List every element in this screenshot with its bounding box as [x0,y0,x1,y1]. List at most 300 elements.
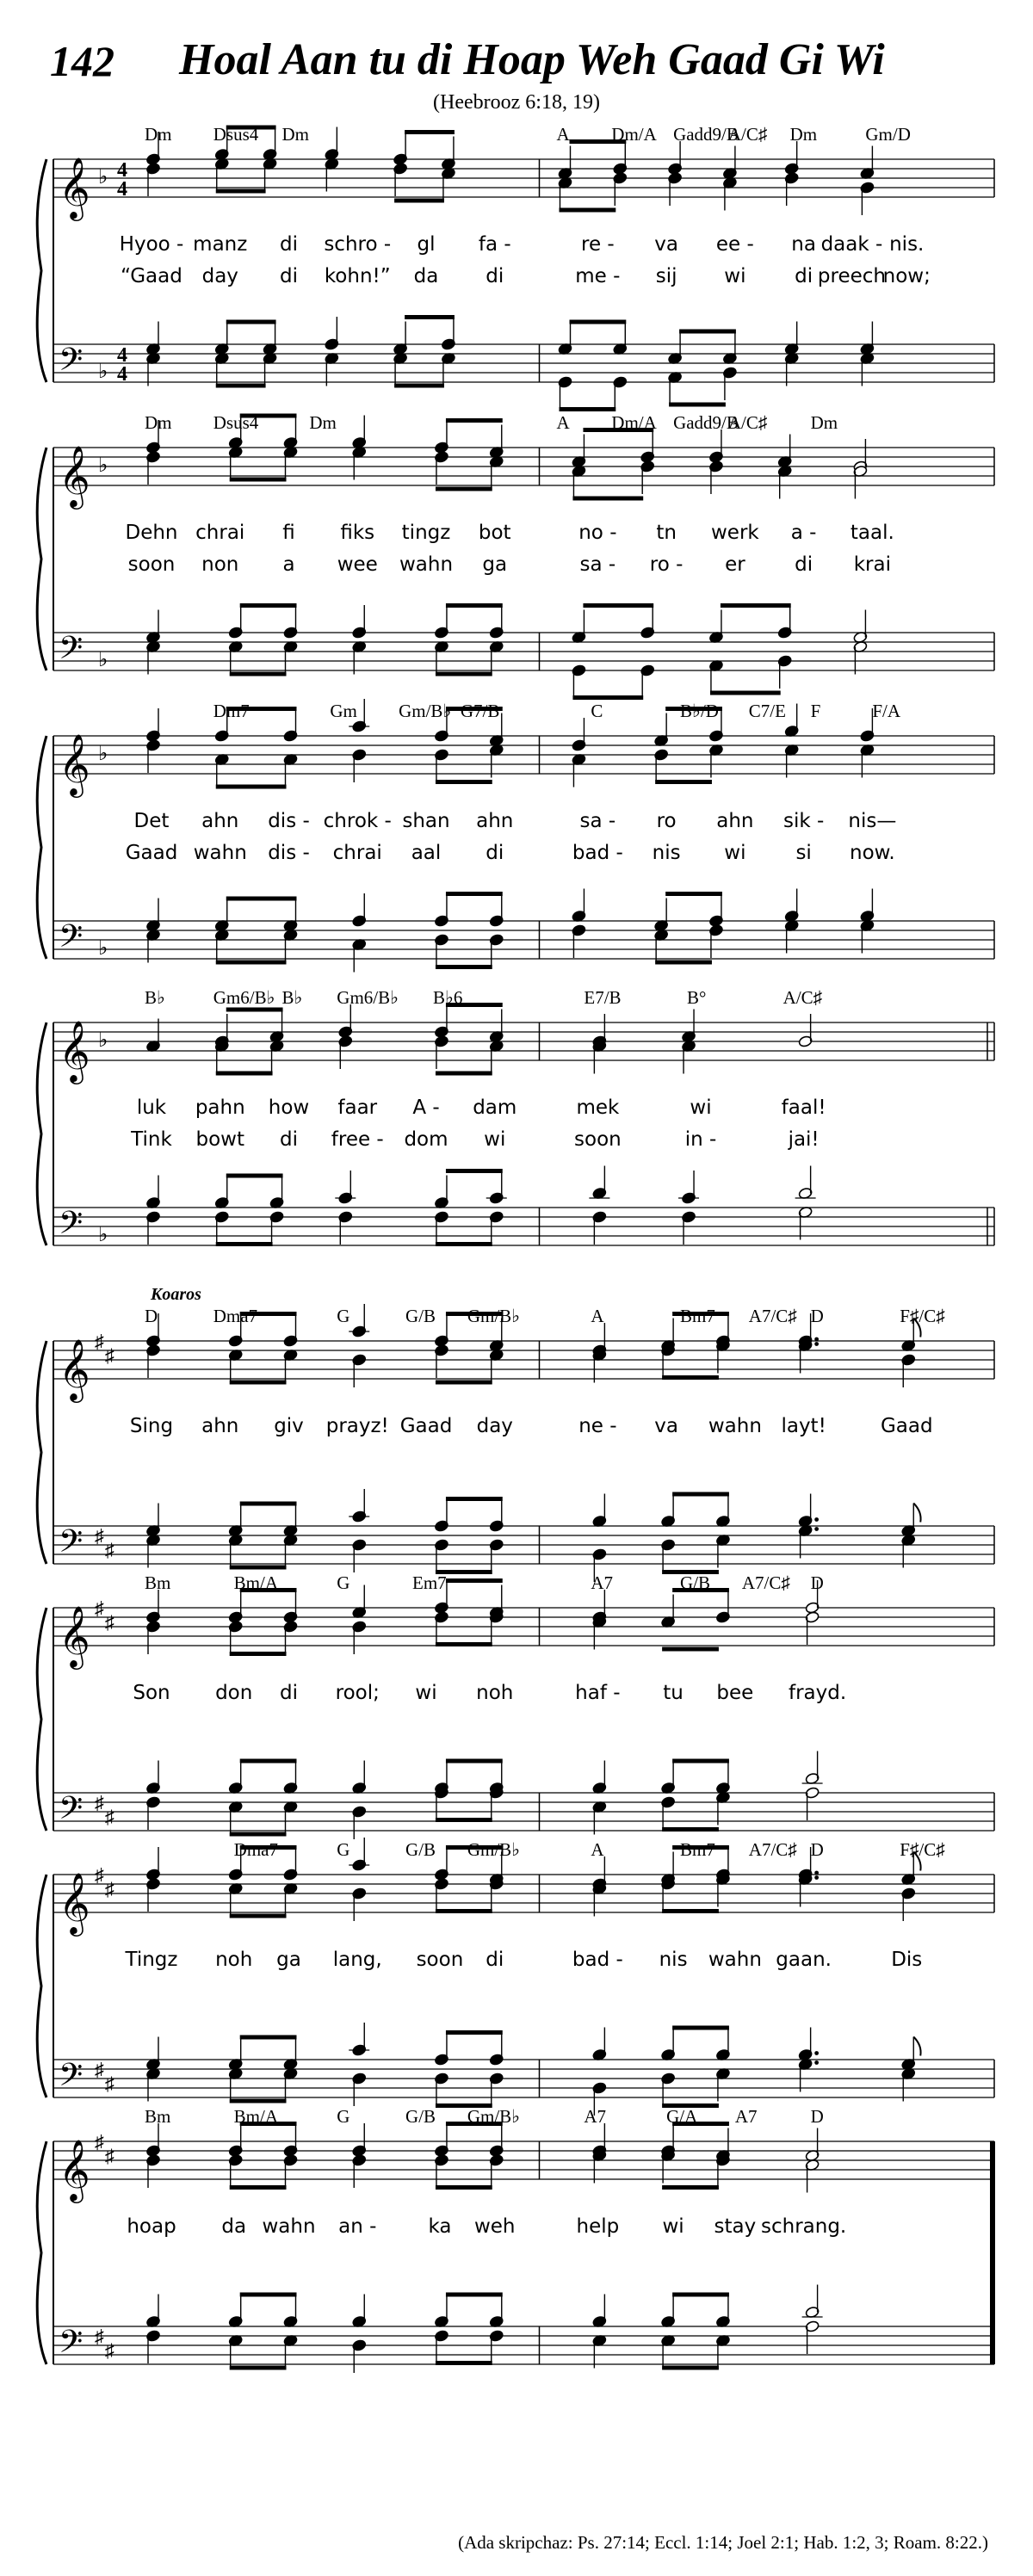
chord-symbol: Gm/B♭ [467,2106,521,2127]
chord-symbol: Dm [281,124,309,145]
lyric-syllable: help [576,2215,620,2238]
chord-symbol: Gm6/B♭ [213,987,275,1008]
flat-key-signature-icon: ♭ [98,166,108,188]
chord-symbol: Bm [145,2106,171,2127]
treble-clef-icon: 𝄞 [59,1341,90,1399]
lyric-syllable: sa - [579,810,616,832]
sharp-key-signature-icon: ♯ [105,1806,114,1828]
bass-beam [230,2099,287,2103]
lyric-syllable: no - [578,522,617,544]
bass-clef-icon: 𝄢 [59,919,84,961]
lyric-syllable: non [201,553,239,576]
chord-symbol: C7/E [748,701,786,721]
bass-beam [662,1827,719,1832]
chord-symbol: Dma7 [213,1306,258,1326]
lyric-syllable: fiks [340,522,375,544]
lyric-syllable: how [268,1096,310,1119]
treble-beam [436,487,492,491]
chord-symbol: B♭ [281,987,303,1008]
chord-symbol: Bm/A [233,1572,279,1593]
lyric-syllable: ahn [716,810,754,832]
flat-key-signature-icon: ♭ [98,1224,108,1246]
time-signature: 4 [117,363,127,386]
sharp-key-signature-icon: ♯ [95,1864,104,1886]
lyric-syllable: ee - [715,233,754,256]
chord-symbol: Bm7 [680,1839,715,1860]
lyric-syllable: wahn [399,553,454,576]
chord-symbol: Gm [330,701,357,721]
lyric-syllable: di [486,842,504,864]
lyric-syllable: va [654,1415,678,1437]
chord-symbol: Dm [789,124,818,145]
treble-beam [216,1072,273,1076]
time-signature: 4 [117,178,127,201]
hymn-scripture: (Heebrooz 6:18, 19) [433,91,600,114]
system-brace [37,1608,46,1831]
lyric-syllable: sik - [782,810,825,832]
sharp-key-signature-icon: ♯ [105,1344,114,1367]
bass-beam [721,603,791,608]
lyric-syllable: fa - [478,233,511,256]
treble-beam [446,418,503,423]
lyric-syllable: Sing [129,1415,174,1437]
chord-symbol: Gm/B♭ [467,1306,521,1326]
chord-symbol: Dm/A [611,412,657,433]
sharp-key-signature-icon: ♯ [105,1611,114,1634]
treble-beam [446,1578,503,1583]
lyric-syllable: aal [411,842,442,864]
treble-beam [230,1914,287,1918]
bass-beam [679,330,736,334]
flat-key-signature-icon: ♭ [98,361,108,383]
lyric-syllable: noh [215,1949,253,1971]
lyric-syllable: wi [724,265,746,287]
augmentation-dot [814,2051,819,2055]
time-signature: 4 [117,344,127,367]
lyric-syllable: di [795,265,813,287]
bass-beam [230,1566,287,1570]
lyric-syllable: Dis [891,1949,923,1971]
augmentation-dot [814,1342,819,1346]
lyric-syllable: sij [655,265,677,287]
chord-symbol: G/B [405,1306,436,1326]
chord-symbol: Gadd9/B [673,124,739,145]
lyric-syllable: wi [484,1128,506,1151]
treble-beam [662,1909,719,1913]
lyric-syllable: me - [575,265,621,287]
final-barline [990,2141,995,2364]
chord-symbol: Dm [145,124,172,145]
lyric-syllable: weh [473,2215,516,2238]
time-signature: 4 [117,159,127,182]
lyric-syllable: wi [724,842,746,864]
lyric-syllable: kohn!” [324,265,391,287]
lyric-syllable: di [280,1128,298,1151]
sharp-key-signature-icon: ♯ [95,2131,104,2153]
lyric-syllable: A - [412,1096,440,1119]
bass-clef-icon: 𝄢 [59,1206,84,1248]
sharp-key-signature-icon: ♯ [105,2339,114,2362]
augmentation-dot [814,2060,819,2065]
chord-symbol: G/B [680,1572,711,1593]
bass-beam [710,691,781,695]
lyric-syllable: layt! [781,1415,826,1437]
bass-beam [570,320,627,324]
bass-beam [230,1832,287,1837]
lyric-syllable: a - [790,522,817,544]
treble-clef-icon: 𝄞 [59,736,90,794]
lyric-syllable: schrang. [761,2215,847,2238]
lyric-syllable: soon [416,1949,464,1971]
eighth-flag [913,2037,920,2056]
bass-beam [216,384,266,388]
lyric-syllable: tu [663,1682,684,1704]
music-system [37,1578,994,1839]
chord-symbol: Dma7 [233,1839,279,1860]
lyric-syllable: don [215,1682,253,1704]
flat-key-signature-icon: ♭ [98,454,108,477]
lyric-syllable: wi [415,1682,437,1704]
bass-beam [446,1169,503,1173]
lyric-syllable: lang, [332,1949,382,1971]
lyric-syllable: “Gaad [121,265,182,287]
treble-beam [230,2185,287,2190]
lyric-syllable: Gaad [125,842,178,864]
lyric-syllable: wahn [708,1949,762,1971]
chord-symbol: Gm/D [865,124,911,145]
hymn-number: 142 [50,37,114,85]
chord-symbol: A7/C♯ [741,1572,790,1593]
bass-beam [672,2293,729,2297]
lyric-syllable: nis. [889,233,925,256]
music-system [37,699,994,973]
treble-beam [560,208,616,213]
treble-beam [216,189,266,194]
bass-beam [446,1497,503,1501]
lyric-syllable: wi [690,1096,712,1119]
lyric-syllable: dis - [268,810,310,832]
lyric-syllable: ahn [201,810,239,832]
system-brace [37,159,46,382]
chord-symbol: E7/B [584,987,622,1008]
bass-beam [436,965,492,969]
lyric-syllable: manz [193,233,248,256]
chord-symbol: D [810,1572,824,1593]
lyric-syllable: re - [581,233,615,256]
chord-symbol: B° [687,987,707,1008]
treble-beam [436,1072,492,1076]
chord-symbol: G/A [666,2106,698,2127]
sharp-key-signature-icon: ♯ [95,2059,104,2080]
bass-beam [672,1492,729,1497]
lyric-syllable: gl [417,233,436,256]
lyric-syllable: dam [473,1096,517,1119]
lyric-syllable: now. [850,842,895,864]
chord-symbol: F [810,701,821,721]
bass-beam [446,1759,503,1764]
chord-symbol: G7/B [460,701,500,721]
sharp-key-signature-icon: ♯ [95,1331,104,1352]
chord-symbol: A7 [591,1572,614,1593]
chord-symbol: G/B [405,1839,436,1860]
lyric-syllable: ga [482,553,508,576]
bass-beam [226,897,297,901]
sharp-key-signature-icon: ♯ [105,1878,114,1900]
lyric-syllable: si [795,842,812,864]
bass-beam [240,1502,297,1506]
treble-beam [405,130,455,134]
lyric-syllable: werk [711,522,759,544]
bass-beam [436,2361,492,2365]
bass-beam [672,2026,729,2030]
treble-beam [655,780,712,784]
lyric-syllable: Det [133,810,170,832]
lyric-syllable: ro - [649,553,684,576]
bass-clef-icon: 𝄢 [59,1791,84,1833]
lyric-syllable: stay [714,2215,757,2238]
treble-clef-icon: 𝄞 [59,1875,90,1933]
bass-beam [572,695,643,700]
treble-beam [216,785,287,789]
lyric-syllable: ga [276,1949,301,1971]
bass-beam [560,407,616,411]
lyric-syllable: jai! [788,1128,820,1151]
lyric-syllable: di [486,1949,504,1971]
lyric-syllable: daak - [820,233,883,256]
sharp-key-signature-icon: ♯ [95,1597,104,1619]
bass-clef-icon: 𝄢 [59,2325,84,2367]
treble-beam [230,478,287,482]
lyric-syllable: dom [404,1128,448,1151]
music-system [37,2122,995,2373]
music-system [37,1304,994,1582]
chord-symbol: Dm [145,412,172,433]
chord-symbol: Dm [810,412,838,433]
chord-symbol: A7 [584,2106,607,2127]
lyric-syllable: krai [853,553,892,576]
bass-beam [394,384,444,388]
lyric-syllable: di [280,1682,298,1704]
treble-beam [662,1647,719,1652]
lyric-syllable: na [791,233,816,256]
lyric-syllable: chrai [332,842,382,864]
lyric-syllable: day [476,1415,513,1437]
chord-symbol: G [337,1306,350,1326]
system-brace [37,2141,46,2364]
lyric-syllable: ahn [201,1415,239,1437]
sharp-key-signature-icon: ♯ [105,1539,114,1561]
chord-symbol: A [591,1306,604,1326]
bass-beam [446,892,503,896]
tempo-marking: Koaros [151,1285,201,1304]
chord-symbol: A [556,124,570,145]
lyric-syllable: an - [338,2215,377,2238]
lyric-syllable: er [725,553,745,576]
treble-clef-icon: 𝄞 [59,1022,90,1081]
bass-beam [230,672,287,676]
lyric-syllable: wahn [193,842,247,864]
chord-symbol: A [591,1839,604,1860]
chord-symbol: A/C♯ [782,987,823,1008]
bass-beam [446,2293,503,2297]
sharp-key-signature-icon: ♯ [95,2326,104,2347]
music-system [37,414,994,701]
lyric-syllable: di [486,265,504,287]
bass-beam [662,2366,719,2370]
sharp-key-signature-icon: ♯ [105,2145,114,2167]
music-system [37,1003,994,1246]
treble-beam [226,1008,283,1012]
chord-symbol: G [337,2106,350,2127]
lyric-syllable: bowt [195,1128,245,1151]
augmentation-dot [814,1527,819,1531]
lyric-syllable: da [221,2215,247,2238]
treble-clef-icon: 𝄞 [59,448,90,506]
bass-beam [240,1759,297,1764]
lyric-syllable: Gaad [880,1415,933,1437]
lyric-syllable: ro [656,810,677,832]
chord-symbol: F/A [872,701,901,721]
lyric-syllable: fi [282,522,295,544]
chord-symbol: Gm/B♭ [467,1839,521,1860]
lyric-syllable: giv [274,1415,304,1437]
chord-symbol: A7/C♯ [748,1839,797,1860]
lyric-syllable: va [654,233,678,256]
bass-beam [672,1759,729,1764]
lyric-syllable: soon [574,1128,622,1151]
treble-beam [662,1375,719,1380]
bass-beam [669,403,726,407]
lyric-syllable: bee [716,1682,754,1704]
bass-beam [436,1818,492,1822]
lyric-syllable: wahn [262,2215,316,2238]
chord-symbol: F♯/C♯ [900,1839,945,1860]
augmentation-dot [814,1517,819,1522]
bass-beam [226,1174,283,1178]
lyric-syllable: nis— [848,810,897,832]
bass-beam [216,1242,273,1246]
lyric-syllable: bad - [572,1949,623,1971]
lyric-syllable: Tink [131,1128,172,1151]
chord-symbol: A [556,412,570,433]
sharp-key-signature-icon: ♯ [95,1792,104,1813]
lyric-syllable: ka [428,2215,452,2238]
lyric-syllable: Dehn [125,522,178,544]
lyric-syllable: soon [127,553,176,576]
lyric-syllable: now; [882,265,931,287]
lyric-syllable: day [201,265,238,287]
chord-symbol: B♭ [145,987,165,1008]
lyric-syllable: gaan. [776,1949,832,1971]
lyric-syllable: nis [652,842,681,864]
lyric-syllable: ne - [578,1415,617,1437]
treble-beam [394,199,444,203]
augmentation-dot [814,1337,819,1342]
bass-beam [665,892,722,896]
lyric-syllable: nis [659,1949,688,1971]
lyric-syllable: chrok - [323,810,392,832]
system-brace [37,736,46,959]
eighth-flag [913,1504,920,1523]
lyric-syllable: free - [331,1128,384,1151]
system-brace [37,448,46,670]
treble-clef-icon: 𝄞 [59,2141,90,2200]
bass-beam [240,2293,297,2297]
lyric-syllable: rool; [335,1682,380,1704]
bass-beam [655,961,712,965]
lyric-syllable: tn [656,522,677,544]
bass-clef-icon: 𝄢 [59,343,84,385]
lyric-syllable: di [280,265,298,287]
chord-symbol: D [145,1306,158,1326]
lyric-syllable: bot [478,522,511,544]
lyric-syllable: in - [684,1128,717,1151]
chord-symbol: Bm/A [233,2106,279,2127]
chord-symbol: A7/C♯ [748,1306,797,1326]
flat-key-signature-icon: ♭ [98,937,108,960]
chord-symbol: G [337,1572,350,1593]
lyric-syllable: a [282,553,295,576]
music-system [37,1838,994,2116]
chord-symbol: Dm [309,412,337,433]
chord-symbol: Gm/B♭ [399,701,452,721]
lyric-syllable: mek [576,1096,620,1119]
chord-symbol: F♯/C♯ [900,1306,945,1326]
treble-beam [436,2185,492,2190]
bass-beam [240,2035,297,2040]
lyric-syllable: bad - [572,842,623,864]
lyric-syllable: frayd. [788,1682,847,1704]
chord-symbol: B♭/D [680,701,719,721]
lyric-syllable: haf - [575,1682,621,1704]
lyric-syllable: tingz [401,522,451,544]
chord-symbol: Bm7 [680,1306,715,1326]
bass-clef-icon: 𝄢 [59,2058,84,2100]
chord-symbol: Bm [145,1572,171,1593]
sharp-key-signature-icon: ♯ [105,2073,114,2095]
lyric-syllable: preech [817,265,886,287]
lyric-syllable: wahn [708,1415,762,1437]
chord-symbol: C [591,701,603,721]
chord-symbol: A7 [734,2106,758,2127]
bass-beam [230,2366,287,2370]
bass-beam [216,961,287,965]
chord-symbol: A/C♯ [727,124,768,145]
treble-beam [436,1909,492,1913]
lyric-syllable: ahn [476,810,514,832]
chord-symbol: Dm7 [213,701,250,721]
treble-beam [230,1381,287,1385]
lyric-syllable: shan [402,810,450,832]
lyric-syllable: noh [476,1682,514,1704]
bass-beam [436,672,492,676]
lyric-syllable: da [413,265,439,287]
lyric-syllable: Tingz [125,1949,178,1971]
lyric-syllable: Son [133,1682,170,1704]
augmentation-dot [814,1875,819,1880]
bass-beam [446,603,503,608]
lyric-syllable: wi [662,2215,684,2238]
system-brace [37,1022,46,1245]
chord-symbol: Gm6/B♭ [337,987,399,1008]
lyric-syllable: Hyoo - [119,233,184,256]
flat-key-signature-icon: ♭ [98,1029,108,1052]
treble-beam [436,1381,492,1385]
chord-symbol: Dsus4 [213,412,259,433]
lyric-syllable: di [280,233,298,256]
hymn-title: Hoal Aan tu di Hoap Weh Gaad Gi Wi [179,35,885,84]
chord-symbol: Dsus4 [213,124,259,145]
